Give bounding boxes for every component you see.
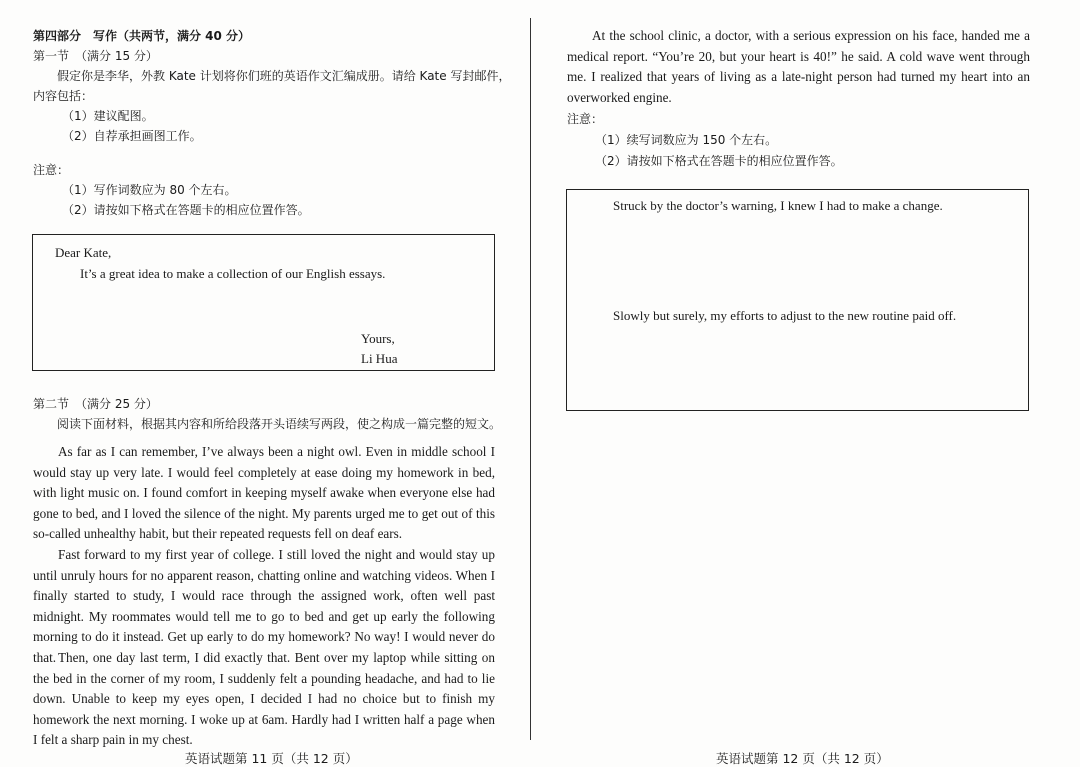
right-page: [533, 0, 1080, 767]
story-paragraph-4: At the school clinic, a doctor, with a serious expression on his face, handed me a medical report. “You’re 20, but your heart is 40!” he said. A cold wave went through me. I realized that years of living as a late-night person had turned my heart into an overworked engine.: [567, 28, 1030, 105]
letter-signature: Li Hua: [361, 351, 398, 366]
section2-note-2: （2）请按如下格式在答题卡的相应位置作答。: [595, 154, 843, 168]
section1-note-1: （1）写作词数应为 80 个左右。: [62, 183, 237, 197]
continuation-answer-box: [566, 189, 1029, 411]
story-paragraph-1: As far as I can remember, I’ve always been a night owl. Even in middle school I would stay up very late. I would feel completely at ease doing my homework in bed, with light music on. I found comfort in keeping myself awake when everyone else had gone to bed, and I loved the silence of the night. My parents urged me to get out of this so-called unhealthy habit, but their repeated requests fell on deaf ears.: [33, 444, 495, 542]
story-paragraph-3: Then, one day last term, I did exactly that. Bent over my laptop while sitting on the bed in the corner of my room, I suddenly felt a pounding headache, and had to lie down. Unable to keep my eyes open, I decided I had no choice but to finish my homework the next morning. I woke up at 6am. Hardly had I written half a page when I felt a sharp pain in my chest.: [33, 650, 495, 748]
section2-note-1: （1）续写词数应为 150 个左右。: [595, 133, 778, 147]
section2-notes-label: 注意：: [567, 112, 604, 126]
section1-title: 第一节 （满分 15 分）: [33, 49, 158, 63]
letter-answer-box: [32, 234, 495, 371]
letter-salutation: Dear Kate,: [55, 245, 112, 260]
story-paragraph-2: Fast forward to my first year of college. I still loved the night and would stay up until unruly hours for no apparent reason, chatting online and watching videos. When I finally started to study, I would race through the assigned work, often well past midnight. My roommates would tell me to go to bed and get up early the following morning to do it instead. Get up early to do my homework? No way! I would never do that.: [33, 547, 495, 665]
left-page: [0, 0, 530, 767]
section1-note-2: （2）请按如下格式在答题卡的相应位置作答。: [62, 203, 310, 217]
section2-instruction: 阅读下面材料，根据其内容和所给段落开头语续写两段，使之构成一篇完整的短文。: [57, 417, 502, 431]
letter-closing: Yours,: [361, 331, 395, 346]
section2-title: 第二节 （满分 25 分）: [33, 397, 158, 411]
page-footer-left: 英语试题第 11 页（共 12 页）: [185, 750, 358, 766]
page-footer-right: 英语试题第 12 页（共 12 页）: [716, 750, 889, 766]
part-title: 第四部分 写作（共两节，满分 40 分）: [33, 29, 251, 43]
letter-opening: It’s a great idea to make a collection of our English essays.: [80, 266, 386, 281]
section1-prompt-cont: 内容包括：: [33, 89, 94, 103]
section1-prompt: 假定你是李华，外教 Kate 计划将你们班的英语作文汇编成册。请给 Kate 写封邮件，: [57, 69, 511, 83]
section1-notes-label: 注意：: [33, 163, 70, 177]
section1-item-2: （2）自荐承担画图工作。: [62, 129, 202, 143]
page-divider: [530, 18, 531, 740]
continuation-opening-2: Slowly but surely, my efforts to adjust to the new routine paid off.: [613, 308, 957, 323]
continuation-opening-1: Struck by the doctor’s warning, I knew I had to make a change.: [613, 198, 943, 213]
section1-item-1: （1）建议配图。: [62, 109, 154, 123]
